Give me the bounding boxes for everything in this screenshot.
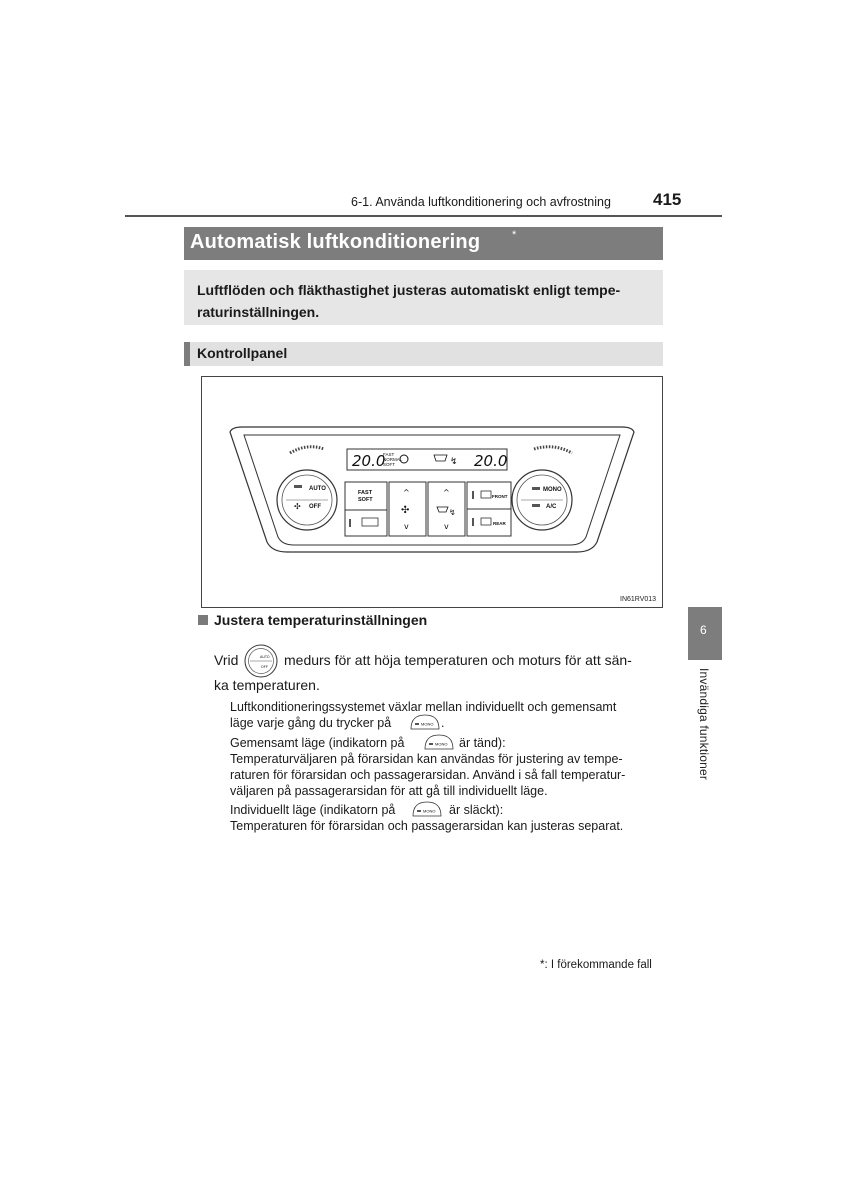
footnote: *: I förekommande fall [540,959,652,971]
p2-heading: Gemensamt läge (indikatorn på [230,736,405,750]
body-line2: ka temperaturen. [214,677,320,693]
section-heading: Justera temperaturinställningen [214,612,428,628]
control-panel-illustration [202,377,662,607]
knob-off-label: OFF [309,504,321,510]
svg-text:↯: ↯ [449,508,456,517]
subheading-accent [184,342,190,366]
svg-text:^: ^ [403,488,410,497]
chapter-label: Invändiga funktioner [697,668,711,781]
knob-mono-label: MONO [543,487,562,493]
intro-text: Luftflöden och fläkthastighet justeras automatiskt enligt tempe-raturinställningen. [197,282,621,320]
svg-text:✣: ✣ [401,505,410,516]
body-line1: medurs för att höja temperaturen och moturs för att sän- [284,652,632,668]
btn-fast-label: FAST [358,490,373,496]
body-vrid: Vrid [214,652,239,668]
p3-heading-end: är släckt): [449,803,504,817]
square-bullet [198,615,208,625]
mono-button-icon [411,800,443,818]
svg-text:MONO: MONO [421,721,434,727]
btn-front-label: FRONT [492,494,508,499]
btn-rear-label: REAR [493,521,506,526]
svg-text:v: v [404,522,409,531]
running-header-section: 6-1. Använda luftkonditionering och avfrostning [351,195,611,209]
svg-text:MONO: MONO [435,741,448,747]
display-normal: NORMAL [383,457,403,462]
mono-button-icon [423,733,455,751]
p2-heading-end: är tänd): [459,736,506,750]
svg-text:✣: ✣ [294,502,301,511]
svg-text:MONO: MONO [423,808,436,814]
title-footnote-marker: * [512,229,517,241]
display-soft: SOFT [383,462,395,467]
p2-line-a: Temperaturväljaren på förarsidan kan användas för justering av tempe- [230,752,623,766]
display-right-temp: 20.0 [474,452,508,470]
header-divider [125,215,722,217]
temperature-dial-icon [243,643,279,679]
display-left-temp: 20.0 [352,452,386,470]
mono-button-icon [409,713,441,731]
subheading-text: Kontrollpanel [197,345,288,361]
chapter-number: 6 [700,623,707,637]
p1-line-a: Luftkonditioneringssystemet växlar mellan individuellt och gemensamt [230,700,617,714]
dial-off-label: OFF [261,665,268,669]
figure-code: IN61RV013 [620,596,657,603]
svg-text:↯: ↯ [450,457,458,467]
p1-line-b-end: . [441,716,445,730]
p3-line-a: Temperaturen för förarsidan och passagerarsidan kan justeras separat. [230,819,624,833]
p1-line-b: läge varje gång du trycker på [230,716,392,730]
btn-soft-label: SOFT [358,497,373,503]
page-number: 415 [653,190,682,209]
knob-auto-label: AUTO [309,486,326,492]
svg-text:v: v [444,522,449,531]
page-title: Automatisk luftkonditionering [190,231,481,253]
p2-line-b: raturen för förarsidan och passagerarsidan. Använd i så fall temperatur- [230,768,626,782]
dial-auto-label: AUTO [260,655,270,659]
knob-ac-label: A/C [546,504,557,510]
p3-heading: Individuellt läge (indikatorn på [230,803,396,817]
display-fast: FAST [383,452,395,457]
p2-line-c: väljaren på passagerarsidan för att gå till individuellt läge. [230,784,548,798]
svg-text:^: ^ [443,488,450,497]
